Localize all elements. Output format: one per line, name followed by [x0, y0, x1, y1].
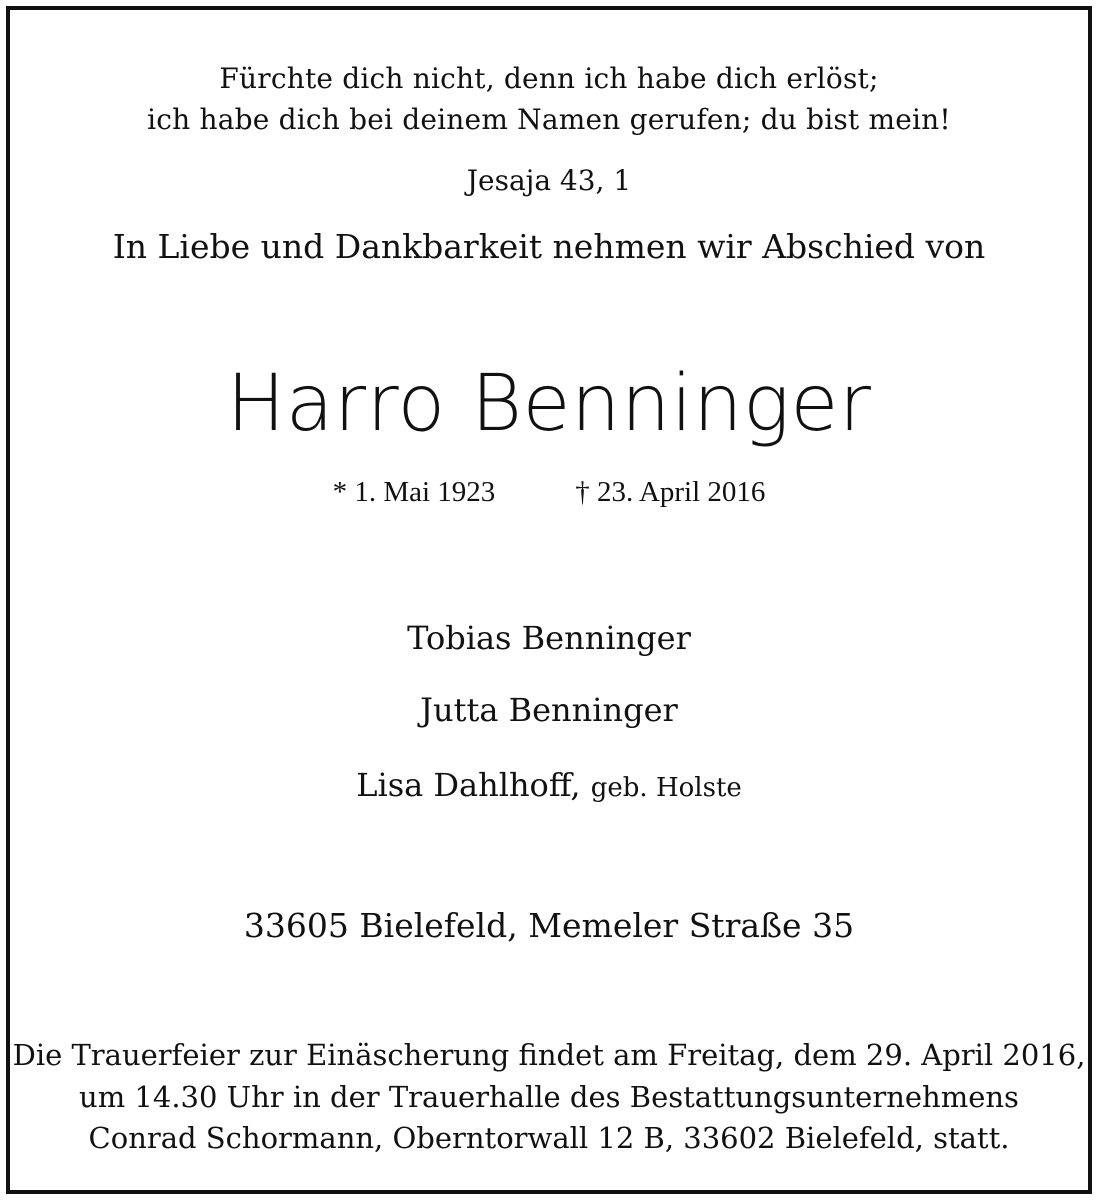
mourner-entry [10, 766, 1088, 804]
mourner-name: Tobias Benninger [407, 619, 691, 657]
family-address: 33605 Bielefeld, Memeler Straße 35 [243, 906, 855, 945]
mourner-name: Lisa Dahlhoff, [356, 766, 581, 804]
service-line-1: Die Trauerfeier zur Einäscherung findet am Freitag, dem 29. April 2016, [12, 1038, 1086, 1072]
verse-reference: Jesaja 43, 1 [466, 164, 632, 197]
service-line-2: um 14.30 Uhr in der Trauerhalle des Bestattungsunternehmens [79, 1080, 1019, 1114]
maiden-name-note: geb. Holste [590, 773, 742, 803]
birth-date: * 1. Mai 1923 [332, 476, 496, 508]
life-dates [10, 478, 1088, 507]
mourner-name: Jutta Benninger [420, 691, 678, 729]
obituary-notice [6, 6, 1092, 1194]
deceased-name: Harro Benninger [226, 359, 872, 449]
verse-line-1: Fürchte dich nicht, denn ich habe dich erlöst; [219, 62, 879, 95]
service-line-3: Conrad Schormann, Oberntorwall 12 B, 33602 Bielefeld, statt. [88, 1121, 1010, 1155]
verse-line-2: ich habe dich bei deinem Namen gerufen; du bist mein! [147, 103, 951, 136]
intro-text: In Liebe und Dankbarkeit nehmen wir Abschied von [112, 227, 986, 266]
death-date: † 23. April 2016 [575, 476, 766, 508]
